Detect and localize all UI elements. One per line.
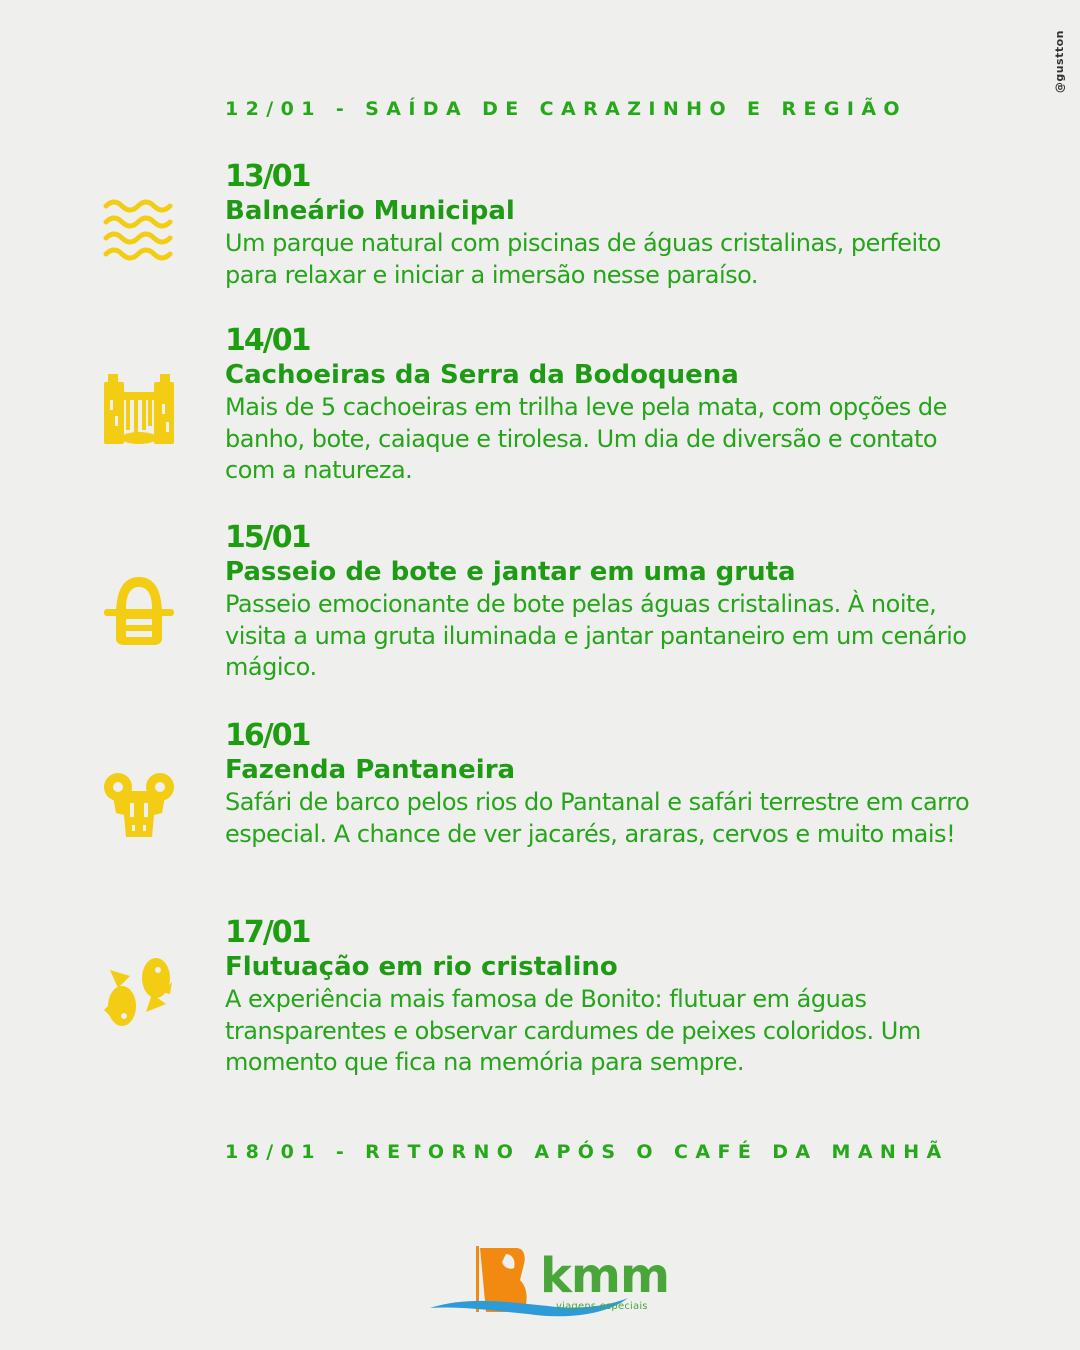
day-title: Passeio de bote e jantar em uma gruta [225,557,796,587]
day-description: A experiência mais famosa de Bonito: flutuar em águas transparentes e observar cardumes de peixes coloridos. Um momento que fica na memória para sempre. [225,985,921,1076]
logo-wordmark: kmm [540,1248,669,1304]
departure-line: 12/01 - SAÍDA DE CARAZINHO E REGIÃO [225,98,907,120]
waterfall-icon [100,370,178,448]
day-description: Passeio emocionante de bote pelas águas cristalinas. À noite, visita a uma gruta iluminada e jantar pantaneiro em um cenário mágico. [225,590,967,681]
day-date: 17/01 [225,915,310,950]
logo-tagline: viagens especiais [556,1301,648,1312]
day-description: Mais de 5 cachoeiras em trilha leve pela mata, com opções de banho, bote, caiaque e tirolesa. Um dia de diversão e contato com a natureza. [225,393,947,484]
return-line: 18/01 - RETORNO APÓS O CAFÉ DA MANHÃ [225,1141,949,1163]
day-date: 14/01 [225,323,310,358]
day-date: 15/01 [225,520,310,555]
day-title: Balneário Municipal [225,196,515,226]
day-description: Um parque natural com piscinas de águas cristalinas, perfeito para relaxar e iniciar a imersão nesse paraíso. [225,229,941,289]
day-date: 16/01 [225,718,310,753]
day-date: 13/01 [225,159,310,194]
author-handle: @gustton [1053,30,1066,94]
alligator-icon [100,767,178,845]
day-title: Fazenda Pantaneira [225,755,516,785]
waves-icon [100,198,178,276]
fish-icon [100,954,178,1032]
day-title: Cachoeiras da Serra da Bodoquena [225,360,739,390]
day-description: Safári de barco pelos rios do Pantanal e safári terrestre em carro especial. A chance de ver jacarés, araras, cervos e muito mais! [225,788,970,848]
raft-icon [100,575,178,653]
day-title: Flutuação em rio cristalino [225,952,618,982]
